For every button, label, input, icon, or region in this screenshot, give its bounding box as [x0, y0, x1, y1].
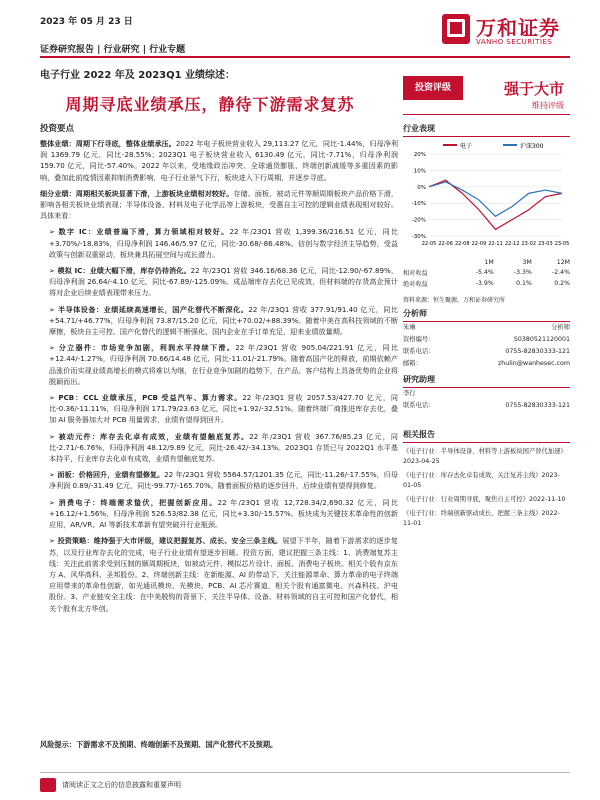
perf-row [403, 267, 570, 278]
logo [442, 12, 570, 54]
paragraph-lead: ➢ 数字 IC：业绩普遍下滑，算力领域相对较好。 [49, 227, 230, 237]
report-date: 2023 年 05 月 23 日 [40, 17, 133, 27]
paragraph-lead: ➢ 分立器件：市场竞争加剧，利润水平持续下滑。 [49, 343, 236, 353]
paragraph-lead: ➢ 面板：价格回升，业绩有望修复。 [49, 470, 165, 480]
paragraph-text: 22 年/23Q1 营收 2057.53/427.70 亿元，同比-0.36/-11.11%，归母净利润 171.79/23.63 亿元，同比+1.92/-32.51%。随着终端厂商推进库存去化，叠加 AI 服务器加大对 PCB 用量需求，业绩有望得到回升。 [49, 393, 398, 425]
logo-text: 万和证券 [476, 16, 560, 40]
paragraph-lead: ➢ 被动元件：库存去化卓有成效，业绩有望触底复苏。 [49, 431, 250, 441]
analyst-row [403, 346, 570, 358]
paragraph-text: 存储、面板、被动元件等顺周期板块产品价格下滑，影响各相关板块业绩表现；半导体设备、材料及电子化学品等上游板块，受惠自主可控的逻辑业绩表现相对较好。具体来看： [40, 188, 399, 221]
analyst-label: 联系电话： [403, 348, 435, 355]
paragraph-text: 22 年/23Q1 营收 905.04/221.91 亿元，同比+12.44/-1.27%，归母净利润 70.66/14.48 亿元，同比-11.01/-21.79%。随着高国产化的释放，前期依赖产品涨价而实现业绩高增长的模式将难以为继，在行业竞争加剧的趋势下，在产品、客户结构上具备优势的企业将脱颖而出。 [49, 343, 398, 386]
header-divider [40, 56, 570, 58]
x-tick-label: 22-12 [504, 241, 520, 247]
x-tick-label: 22-05 [421, 241, 437, 247]
series-line [429, 180, 562, 229]
y-tick-label: -30% [411, 234, 426, 240]
paragraph-lead: ➢ 半导体设备：业绩延续高速增长，国产化替代不断深化。 [49, 304, 249, 314]
analyst-label: 李行 [403, 390, 416, 397]
chart-svg [403, 138, 570, 258]
perf-header-cell: 3M [522, 259, 532, 266]
body-paragraph [40, 469, 398, 491]
x-tick-label: 23-03 [538, 241, 553, 247]
y-tick-label: 20% [413, 152, 426, 158]
paragraph-lead: 细分业绩：周期相关板块显著下滑，上游板块业绩相对较好。 [40, 188, 234, 198]
paragraph-lead: ➢ 模拟 IC：业绩大幅下滑，库存仍待消化。 [49, 266, 191, 276]
paragraph-lead: ➢ PCB：CCL 业绩承压，PCB 受益汽车、算力需求。 [49, 393, 243, 403]
body-paragraph [40, 304, 398, 338]
perf-cell: 0.1% [516, 280, 532, 287]
analyst-value: 0755-82830333-121 [505, 402, 570, 409]
paragraph-text: 展望下半年，随着下游需求的逐步复苏，以及行业库存去化的完成，电子行业业绩有望逐步回暖。投资方面，建议把握三条主线：1、消费端复苏主线：关注此前需求受到压制的顺周期板块，如被动元件、模拟芯片设计、面板、消费电子板块。相关个股有京东方 A、风华高科、圣邦股份。2、终端创新主线：在新能源、AI 的带动下，关注能源革命、算力革命的电子终端应用带来的革命性创新，如光通讯模块、光模块、PCB、AI 芯片赛道，相关个股有通富微电、兴森科技、沪电股份。3、产业链安全主线：在中美脱钩的背景下，关注半导体、设备、材料领域的自主可控和国产化替代，相关个股有北方华创。 [49, 536, 398, 613]
rating-value: 强于大市 [503, 80, 564, 98]
body-paragraph [40, 342, 398, 387]
analyst-value: 分析师 [551, 324, 570, 331]
paragraph-text: 22 年/23Q1 营收 1,399.36/216.51 亿元，同比+3.70%/-18.83%，归母净利润 146.46/5.97 亿元，同比-30.68/-86.48%。信创与数字经济主导趋势，受益政策与创新双重驱动，板块兼具拓展空间与成长潜力。 [49, 227, 399, 259]
x-tick-label: 22-09 [471, 241, 487, 247]
paragraph-lead: 整体业绩：周期下行寻底，整体业绩承压。 [40, 139, 176, 148]
assistant-heading: 研究助理 [403, 374, 570, 388]
body-paragraph [40, 497, 398, 531]
rating-box [403, 76, 570, 116]
related-report-link[interactable]: 《电子行业：终端创新驱动成长，把握三条主线》2022-11-01 [403, 510, 560, 527]
report-subtitle: 电子行业 2022 年及 2023Q1 业绩综述： [40, 70, 236, 81]
body-paragraph [40, 392, 398, 426]
paragraph-lead: ➢ 投资策略：维持强于大市评级，建议把握复苏、成长、安全三条主线。 [49, 536, 283, 546]
paragraph-text: 22 年/23Q1 营收 346.16/68.36 亿元，同比-12.90/-67.89%，归母净利润 26.64/-4.10 亿元，同比-67.89/-125.09%。成品端库存去化已见成效，但材料端的存货高企预计将对企业后续业绩表现带来压力。 [49, 266, 398, 298]
x-tick-label: 22-08 [454, 241, 470, 247]
paragraph-text: 22 年/23Q1 营收 377.91/91.40 亿元，同比+54.71/+46.77%，归母净利润 73.87/15.20 亿元，同比+70.02/+88.39%。随着中美在高科技领域的不断摩擦，板块自主可控、国产化替代的逻辑不断强化，国内企业在手订单充足，迎来业绩放量期。 [49, 304, 399, 337]
analyst-value: S0380521120001 [513, 336, 570, 343]
footer-disclaimer: 请阅读正文之后的信息披露和重要声明 [62, 781, 181, 789]
rating-sub: 维持评级 [532, 101, 564, 110]
x-tick-label: 23-05 [554, 241, 570, 247]
breadcrumb: 证券研究报告 | 行业研究 | 行业专题 [40, 45, 186, 55]
y-tick-label: -10% [411, 201, 426, 208]
analyst-value: 0755-82830333-121 [505, 348, 570, 355]
analyst-row [403, 400, 570, 412]
perf-cell: -3.3% [513, 269, 532, 276]
perf-header-cell [403, 258, 456, 267]
perf-cell: 0.2% [554, 280, 570, 287]
analyst-block [403, 308, 570, 412]
perf-row [403, 278, 570, 289]
perf-cell: -3.9% [475, 280, 494, 287]
perf-header-cell: 12M [556, 259, 570, 266]
body-paragraph [40, 188, 398, 222]
perf-cell: -2.4% [552, 269, 570, 276]
related-report-link[interactable]: 《电子行业：半导体设备、材料等上游板块国产替代加速》2023-04-25 [403, 448, 567, 465]
perf-row-label: 绝对收益 [403, 281, 428, 288]
analyst-label: 联系电话： [403, 402, 435, 409]
rating-tag: 投资评级 [403, 76, 463, 100]
related-report-link[interactable]: 《电子行业：行业周期寻底，聚焦自主可控》2022-11-10 [403, 496, 566, 503]
legend-label: 电子 [460, 143, 473, 150]
analyst-row [403, 358, 570, 370]
report-title: 周期寻底业绩承压，静待下游需求复苏 [65, 95, 355, 114]
related-report-link[interactable]: 《电子行业：库存去化卓有成效，关注复苏主线》2023-01-05 [403, 472, 560, 489]
analyst-row [403, 334, 570, 346]
performance-heading-wrap [403, 123, 570, 137]
risk-notice: 风险提示：下游需求不及预期、终端创新不及预期、国产化替代不及预期。 [40, 740, 278, 749]
paragraph-text: 22 年/23Q1 营收 12,728.34/2,690.32 亿元，同比+16.12/+1.56%，归母净利润 526.53/82.38 亿元，同比+3.30/-15.57%。板块成为关键技术革命性的创新应用，AR/VR、AI 等新技术革新有望突破开行业瓶颈。 [49, 497, 398, 530]
perf-row-label: 相对收益 [403, 270, 428, 277]
rating-divider [403, 114, 570, 115]
logo-text-en: VANHO SECURITIES [476, 38, 553, 46]
footer-divider [40, 772, 570, 773]
body-paragraph [40, 226, 398, 260]
perf-cell: -5.4% [475, 269, 494, 276]
performance-heading: 行业表现 [403, 123, 570, 137]
perf-header-row [403, 258, 570, 267]
analyst-label: 邮箱： [403, 360, 422, 367]
x-tick-label: 23-02 [521, 241, 537, 247]
perf-header-cell: 1M [484, 259, 494, 266]
body-paragraph [40, 535, 398, 613]
body-text [40, 138, 398, 619]
logo-mark-icon [442, 14, 470, 44]
analyst-heading: 分析师 [403, 308, 570, 322]
paragraph-text: 22 年/23Q1 营收 5564.57/1201.35 亿元，同比-11.26/-17.55%，归母净利润 0.89/-31.49 亿元，同比-99.77/-165.70%。随着面板价格的逐步回升，后续业绩有望得到修复。 [49, 470, 399, 491]
related-heading: 相关报告 [403, 430, 570, 443]
x-tick-label: 22-11 [488, 241, 503, 247]
legend-label: 沪深300 [520, 143, 544, 150]
body-paragraph [40, 138, 398, 183]
analyst-value: zhulin@wanhesec.com [497, 360, 570, 367]
analyst-row [403, 388, 570, 400]
paragraph-text: 2022 年电子板块营业收入 29,113.27 亿元，同比-1.44%，归母净利润 1369.79 亿元，同比-28.55%；2023Q1 电子板块营业收入 6130.49 亿元，同比-7.71%，归母净利润 159.70 亿元，同比-57.40%。2022 年以来，受地缘政治冲突、全球通货膨胀、终端创新减缓等多重因素的影响，叠加此前疫情因素抑制消费影响，电子行业景气下行，板块进入下行周期，并逐步寻底。 [40, 139, 399, 182]
paragraph-lead: ➢ 消费电子：终端需求蛰伏，把握创新应用。 [49, 497, 218, 507]
paragraph-text: 22 年/23Q1 营收 367.76/85.23 亿元，同比-2.71/-6.76%，归母净利润 48.12/9.89 亿元，同比-26.42/-34.13%。2023Q1 存货已与 2022Q1 水平基本持平，行业库存去化卓有成效，业绩有望触底复苏。 [49, 431, 398, 464]
x-tick-label: 22-06 [438, 241, 453, 247]
y-tick-label: -20% [411, 217, 426, 224]
analyst-label: 资格编号： [403, 336, 435, 343]
performance-table [403, 258, 570, 289]
analyst-label: 朱琳 [403, 324, 416, 331]
related-reports [403, 430, 570, 533]
body-paragraph [40, 265, 398, 299]
body-paragraph [40, 431, 398, 465]
performance-chart [403, 138, 570, 258]
y-tick-label: 10% [413, 168, 426, 175]
section-heading: 投资要点 [40, 124, 75, 134]
analyst-row [403, 322, 570, 334]
chart-source: 资料来源：恒生聚源，万和证券研究所 [403, 297, 506, 304]
y-tick-label: 0% [417, 184, 426, 191]
footer-logo-icon [40, 778, 56, 792]
